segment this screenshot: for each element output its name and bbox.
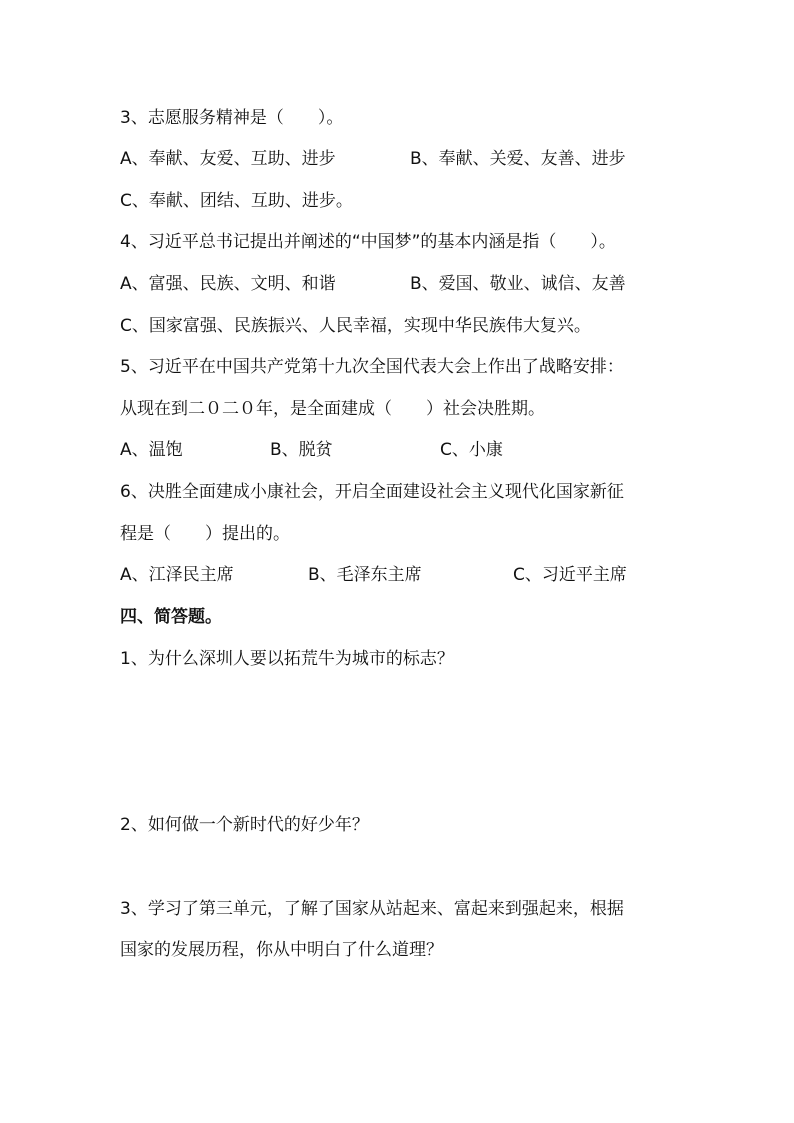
question-6-stem-line-2: 程是（ ）提出的。 [120, 524, 290, 544]
question-4-stem: 4、习近平总书记提出并阐述的“中国梦”的基本内涵是指（ ）。 [120, 232, 616, 252]
question-5-stem-line-2: 从现在到二０二０年，是全面建成（ ）社会决胜期。 [120, 399, 545, 419]
question-5-option-a: A、温饱 [120, 440, 183, 460]
question-3-option-b: B、奉献、关爱、友善、进步 [410, 149, 626, 169]
question-6-option-c: C、习近平主席 [513, 565, 627, 585]
question-5-option-c: C、小康 [440, 440, 503, 460]
question-6-option-a: A、江泽民主席 [120, 565, 234, 585]
short-answer-question-1: 1、为什么深圳人要以拓荒牛为城市的标志？ [120, 649, 454, 669]
question-6-stem-line-1: 6、决胜全面建成小康社会，开启全面建设社会主义现代化国家新征 [120, 482, 624, 502]
question-3-option-a: A、奉献、友爱、互助、进步 [120, 149, 336, 169]
question-3-option-c: C、奉献、团结、互助、进步。 [120, 191, 353, 211]
question-5-stem-line-1: 5、习近平在中国共产党第十九次全国代表大会上作出了战略安排： [120, 357, 624, 377]
section-heading-short-answer: 四、简答题。 [120, 607, 222, 627]
short-answer-question-2: 2、如何做一个新时代的好少年？ [120, 815, 369, 835]
question-5-option-b: B、脱贫 [270, 440, 333, 460]
short-answer-question-3-line-1: 3、学习了第三单元，了解了国家从站起来、富起来到强起来，根据 [120, 899, 624, 919]
question-6-option-b: B、毛泽东主席 [308, 565, 422, 585]
question-4-option-a: A、富强、民族、文明、和谐 [120, 274, 336, 294]
question-4-option-c: C、国家富强、民族振兴、人民幸福，实现中华民族伟大复兴。 [120, 316, 591, 336]
question-3-stem: 3、志愿服务精神是（ ）。 [120, 108, 344, 128]
short-answer-question-3-line-2: 国家的发展历程，你从中明白了什么道理？ [120, 940, 443, 960]
question-4-option-b: B、爱国、敬业、诚信、友善 [410, 274, 626, 294]
